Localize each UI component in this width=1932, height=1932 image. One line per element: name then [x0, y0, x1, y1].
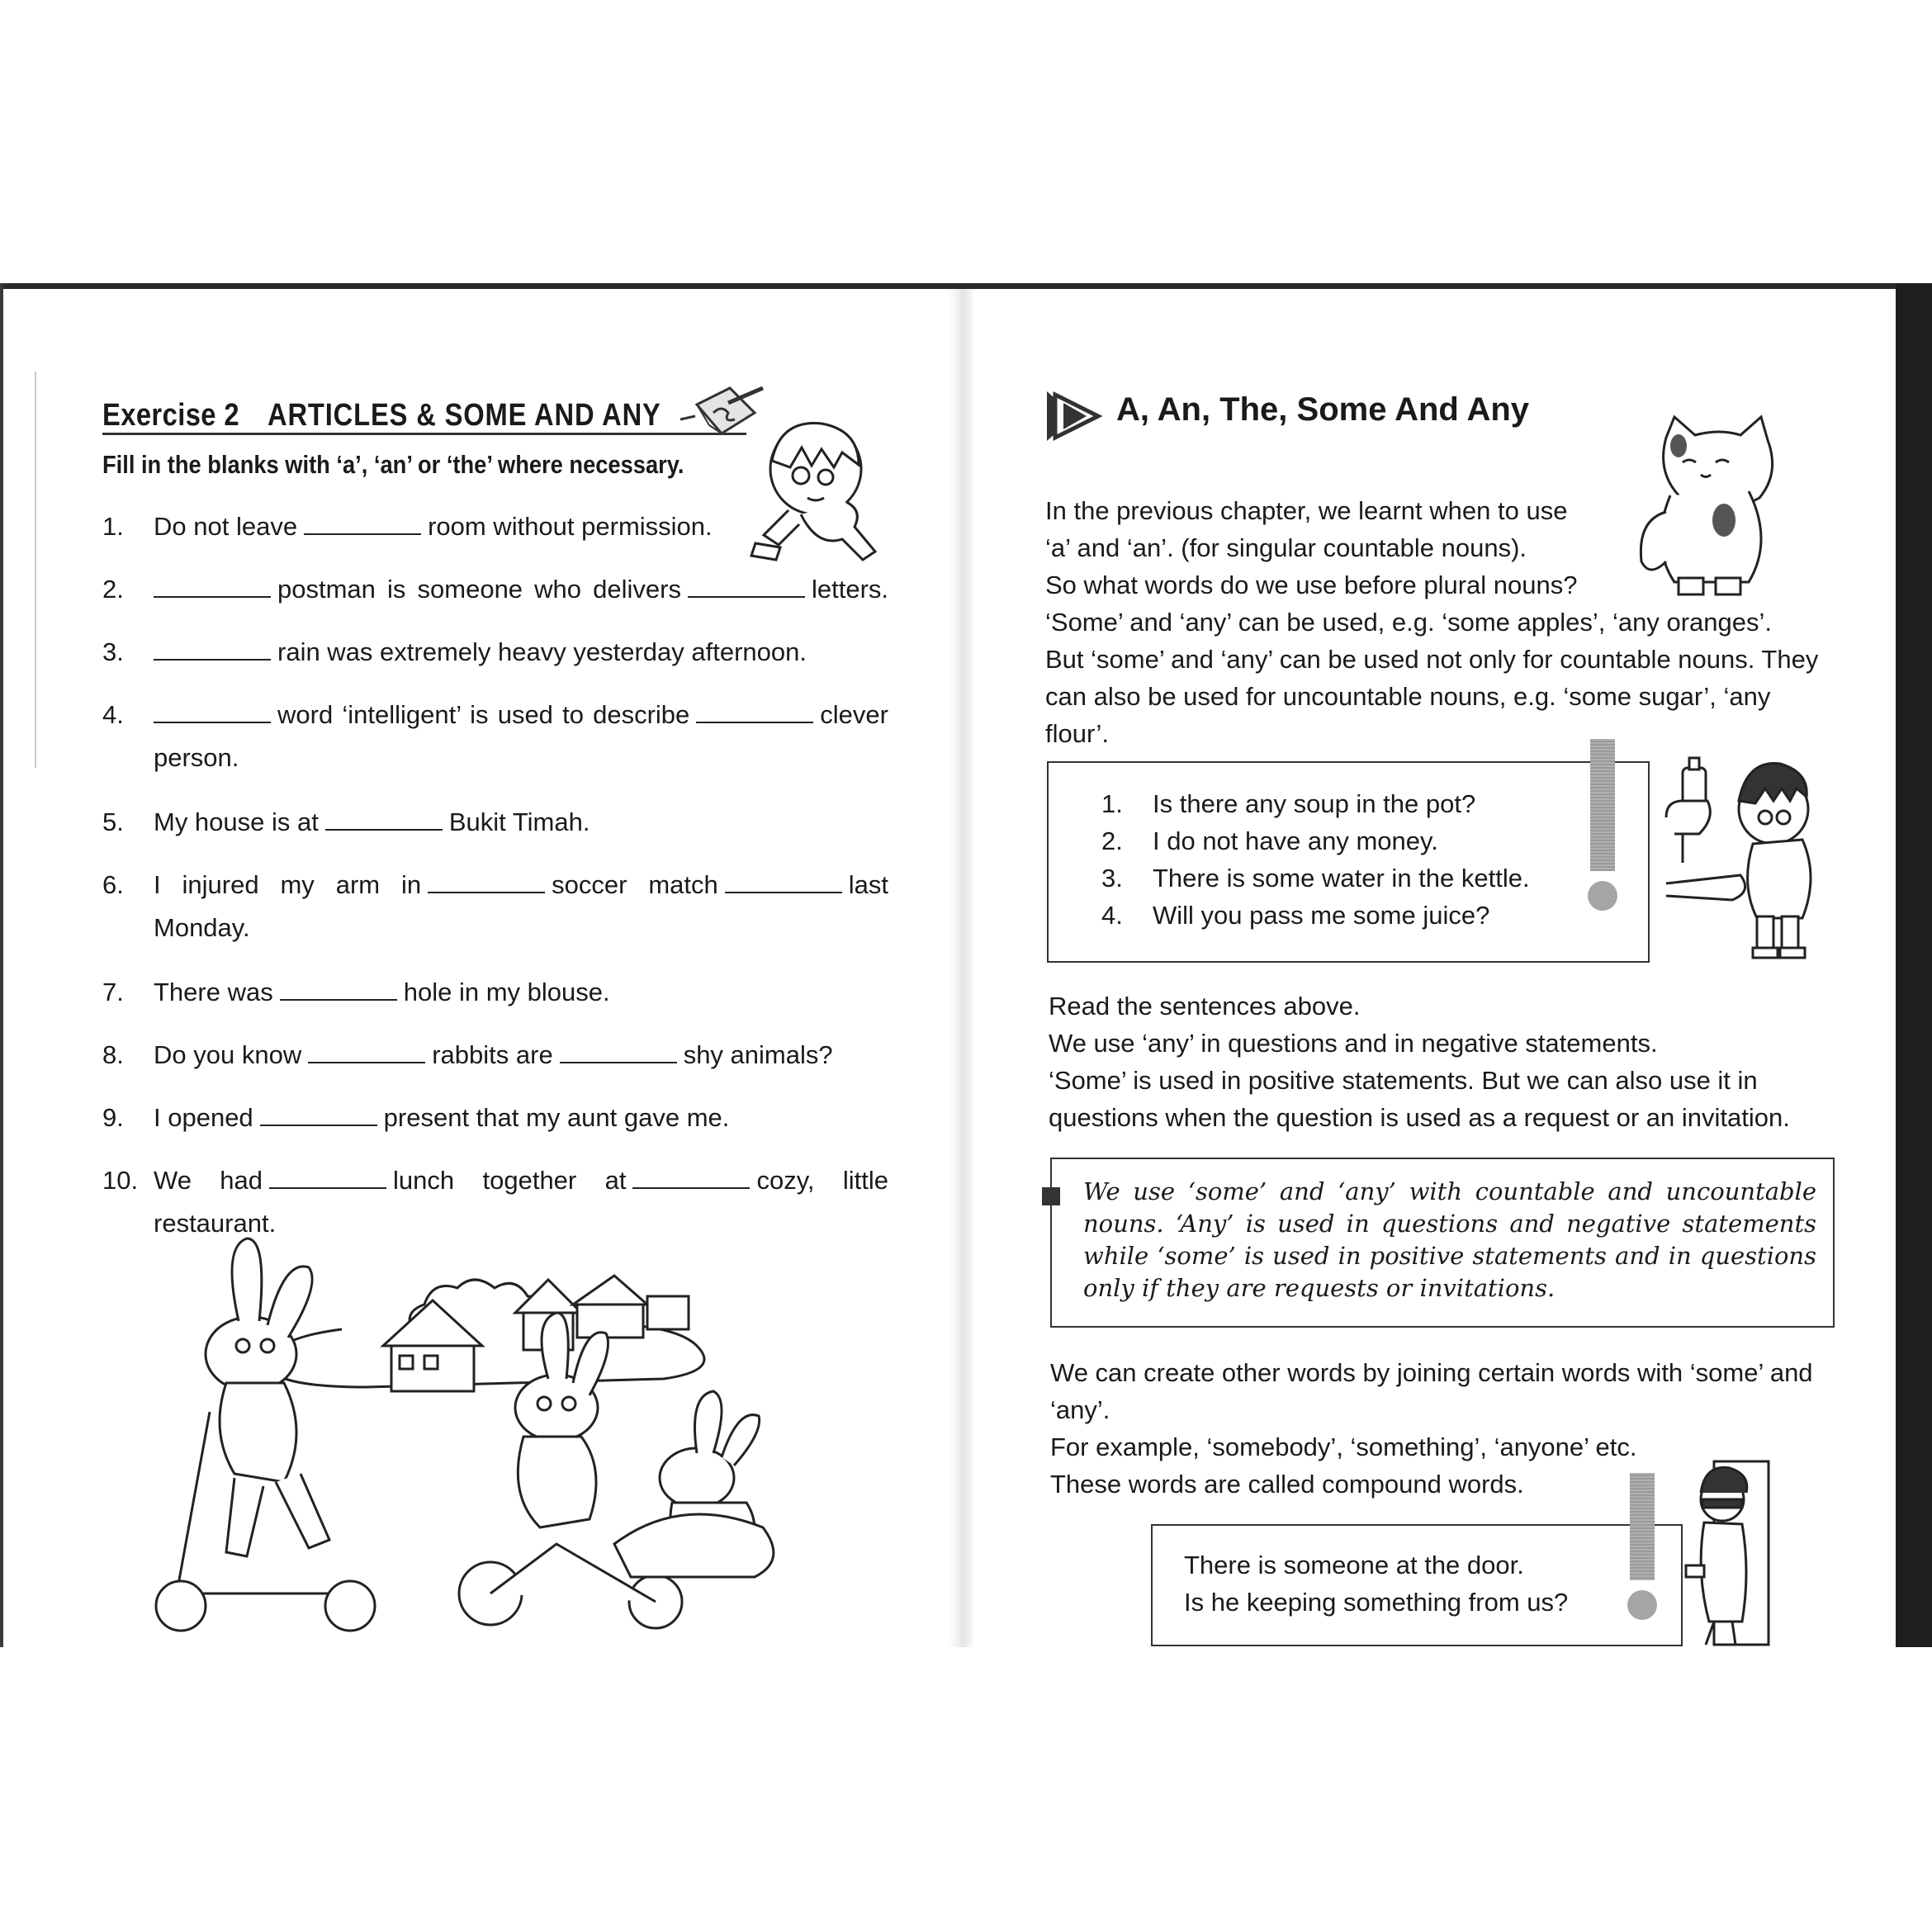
question-text: room without permission. [428, 512, 713, 541]
answer-blank[interactable] [260, 1106, 377, 1126]
question-number: 7. [102, 978, 124, 1006]
example-number: 2. [1101, 826, 1123, 855]
compound-example: There is someone at the door. [1184, 1551, 1524, 1579]
compound-example: Is he keeping something from us? [1184, 1588, 1569, 1617]
answer-blank[interactable] [304, 515, 421, 535]
cat-cartoon-icon [1633, 413, 1782, 603]
question-number: 4. [102, 700, 124, 729]
question-text: My house is at [154, 807, 319, 836]
question-text: rabbits are [432, 1040, 553, 1069]
section-title: A, An, The, Some And Any [1116, 391, 1530, 428]
question-9 [102, 1096, 888, 1139]
question-text: present that my aunt gave me. [383, 1103, 730, 1132]
compound-example-box [1151, 1524, 1683, 1646]
answer-blank[interactable] [688, 578, 805, 598]
question-5 [102, 801, 888, 844]
question-text: I injured my arm in [154, 870, 422, 899]
question-text: hole in my blouse. [403, 978, 610, 1006]
compound-line-1: We can create other words by joining certain words with ‘some’ and [1050, 1358, 1813, 1387]
answer-blank[interactable] [632, 1169, 750, 1189]
question-text: There was [154, 978, 273, 1006]
example-number: 1. [1101, 789, 1123, 818]
explanation-line-2: We use ‘any’ in questions and in negative statements. [1049, 1029, 1658, 1058]
compound-line-2: ‘any’. [1050, 1395, 1110, 1424]
question-text: lunch together at [393, 1166, 627, 1195]
answer-blank[interactable] [428, 874, 545, 893]
question-8 [102, 1034, 888, 1077]
question-3 [102, 631, 888, 674]
question-text: We had [154, 1166, 263, 1195]
question-number: 3. [102, 637, 124, 666]
question-text: clever [820, 700, 888, 729]
boy-bottle-cartoon-icon [1650, 751, 1831, 966]
explanation-line-4: questions when the question is used as a request or an invitation. [1049, 1103, 1790, 1132]
question-continuation: Monday. [154, 913, 250, 942]
explanation-line-1: Read the sentences above. [1049, 992, 1361, 1020]
exercise-title: ARTICLES & SOME AND ANY [268, 398, 661, 433]
question-text: shy animals? [683, 1040, 833, 1069]
question-number: 10. [102, 1166, 139, 1195]
example-text: I do not have any money. [1153, 826, 1438, 855]
exercise-label: Exercise 2 [102, 398, 240, 433]
answer-blank[interactable] [154, 641, 271, 661]
question-continuation: person. [154, 743, 239, 772]
example-number: 4. [1101, 901, 1123, 930]
question-number: 9. [102, 1103, 124, 1132]
header-rule [102, 433, 746, 435]
answer-blank[interactable] [280, 981, 397, 1001]
answer-blank[interactable] [154, 578, 271, 598]
square-bullet-icon [1042, 1187, 1060, 1205]
question-number: 1. [102, 512, 124, 541]
answer-blank[interactable] [269, 1169, 386, 1189]
question-text: last [848, 870, 888, 899]
answer-blank[interactable] [560, 1044, 677, 1063]
play-arrow-icon [1045, 390, 1103, 443]
answer-blank[interactable] [696, 703, 813, 723]
example-text: Is there any soup in the pot? [1153, 789, 1476, 818]
question-text: Do you know [154, 1040, 302, 1069]
question-number: 8. [102, 1040, 124, 1069]
question-number: 6. [102, 870, 124, 899]
question-text: word ‘intelligent’ is used to describe [277, 700, 690, 729]
left-page [3, 289, 949, 1647]
question-1 [102, 505, 888, 548]
question-text: postman is someone who delivers [277, 575, 681, 604]
intro-line-7: flour’. [1045, 719, 1109, 748]
intro-line-6: can also be used for uncountable nouns, e.g. ‘some sugar’, ‘any [1045, 682, 1771, 711]
question-continuation: restaurant. [154, 1209, 277, 1238]
rabbits-illustration [152, 1230, 854, 1643]
example-number: 3. [1101, 864, 1123, 893]
top-edge [0, 283, 1932, 289]
compound-line-4: These words are called compound words. [1050, 1470, 1524, 1499]
question-text: soccer match [552, 870, 718, 899]
thief-doorway-cartoon-icon [1681, 1460, 1772, 1650]
right-edge [1896, 283, 1932, 1647]
example-text: Will you pass me some juice? [1153, 901, 1490, 930]
explanation-line-3: ‘Some’ is used in positive statements. But we can also use it in [1049, 1066, 1758, 1095]
question-number: 5. [102, 807, 124, 836]
rule-text: We use ‘some’ and ‘any’ with countable and uncountable nouns. ‘Any’ is used in questions and negative statements while ‘some’ is used in positive statements and in questions only if they are requests or invitations. [1083, 1177, 1816, 1302]
answer-blank[interactable] [154, 703, 271, 723]
question-text: cozy, little [756, 1166, 889, 1195]
question-6 [102, 864, 888, 949]
question-text: letters. [811, 575, 888, 604]
question-text: rain was extremely heavy yesterday afternoon. [277, 637, 807, 666]
intro-line-3: So what words do we use before plural nouns? [1045, 571, 1578, 599]
compound-line-3: For example, ‘somebody’, ‘something’, ‘anyone’ etc. [1050, 1432, 1637, 1461]
question-7 [102, 971, 888, 1014]
example-box [1047, 761, 1650, 963]
question-text: I opened [154, 1103, 253, 1132]
answer-blank[interactable] [725, 874, 842, 893]
answer-blank[interactable] [325, 811, 443, 831]
question-text: Bukit Timah. [448, 807, 590, 836]
question-number: 2. [102, 575, 124, 604]
rule-box [1050, 1158, 1835, 1328]
answer-blank[interactable] [308, 1044, 425, 1063]
right-page [973, 289, 1896, 1647]
question-4 [102, 694, 888, 779]
question-2 [102, 568, 888, 611]
instruction: Fill in the blanks with ‘a’, ‘an’ or ‘the’ where necessary. [102, 450, 684, 479]
intro-line-1: In the previous chapter, we learnt when to use [1045, 496, 1568, 525]
intro-line-4: ‘Some’ and ‘any’ can be used, e.g. ‘some apples’, ‘any oranges’. [1045, 608, 1773, 637]
intro-line-5: But ‘some’ and ‘any’ can be used not only for countable nouns. They [1045, 645, 1819, 674]
question-text: Do not leave [154, 512, 298, 541]
example-text: There is some water in the kettle. [1153, 864, 1530, 893]
intro-line-2: ‘a’ and ‘an’. (for singular countable nouns). [1045, 533, 1527, 562]
book-gutter [949, 289, 973, 1647]
